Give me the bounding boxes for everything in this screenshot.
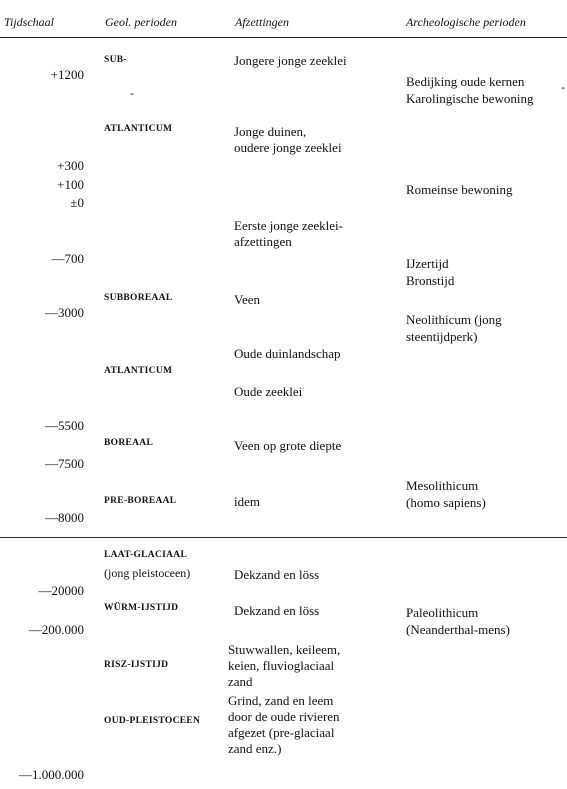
- afzetting: Oude duinlandschap: [234, 346, 341, 361]
- afzetting: Stuwwallen, keileem, keien, fluvioglaciaal zand: [228, 642, 341, 689]
- geol-period: SUB-: [104, 55, 127, 65]
- dash-mark: -: [561, 80, 565, 94]
- tijdschaal-value: —5500: [45, 418, 84, 433]
- geol-period: BOREAAL: [104, 438, 154, 448]
- tijdschaal-value: —3000: [45, 305, 84, 320]
- afzetting: Veen op grote diepte: [234, 438, 342, 453]
- afzetting: Dekzand en löss: [234, 603, 320, 618]
- geol-period: ATLANTICUM: [104, 366, 173, 376]
- tijdschaal-value: —200.000: [28, 622, 84, 637]
- tijdschaal-value: —700: [51, 251, 84, 266]
- tijdschaal-value: —1.000.000: [19, 767, 84, 782]
- afzetting: Eerste jonge zeeklei- afzettingen: [234, 218, 343, 249]
- geol-period: WÜRM-IJSTIJD: [104, 603, 179, 613]
- arch-period: Paleolithicum (Neanderthal-mens): [406, 605, 510, 637]
- afzetting: Jongere jonge zeeklei: [234, 53, 347, 68]
- section-rule: [0, 537, 567, 538]
- header-afzettingen: Afzettingen: [235, 15, 289, 29]
- tijdschaal-value: —20000: [38, 583, 84, 598]
- geol-period: RISZ-IJSTIJD: [104, 660, 169, 670]
- geol-period: ATLANTICUM: [104, 124, 173, 134]
- geol-period: LAAT-GLACIAAL: [104, 550, 188, 560]
- tijdschaal-value: —7500: [45, 456, 84, 471]
- afzetting: Jonge duinen, oudere jonge zeeklei: [234, 124, 342, 155]
- tijdschaal-value: +300: [57, 158, 84, 173]
- afzetting: Dekzand en löss: [234, 567, 320, 582]
- tijdschaal-value: +1200: [50, 67, 84, 82]
- arch-period: Romeinse bewoning: [406, 182, 513, 197]
- geol-period-note: (jong pleistoceen): [104, 566, 191, 580]
- afzetting: idem: [234, 494, 260, 509]
- header-rule: [0, 37, 567, 38]
- tijdschaal-value: +100: [57, 177, 84, 192]
- afzetting: Grind, zand en leem door de oude rivieren afgezet (pre-glaciaal zand enz.): [228, 693, 340, 756]
- header-tijdschaal: Tijdschaal: [4, 15, 55, 29]
- header-geol-perioden: Geol. perioden: [105, 15, 177, 29]
- arch-period: IJzertijd Bronstijd: [406, 256, 455, 288]
- tijdschaal-value: —8000: [45, 510, 84, 525]
- tijdschaal-value: ±0: [70, 195, 84, 210]
- arch-period: Mesolithicum (homo sapiens): [406, 478, 486, 510]
- afzetting: Oude zeeklei: [234, 384, 303, 399]
- arch-period: Neolithicum (jong steentijdperk): [406, 312, 502, 344]
- header-archeologische-perioden: Archeologische perioden: [406, 15, 526, 29]
- dash-mark: -: [130, 86, 134, 100]
- geol-period: PRE-BOREAAL: [104, 496, 177, 506]
- afzetting: Veen: [234, 292, 260, 307]
- geol-period: SUBBOREAAL: [104, 293, 173, 303]
- arch-period: Bedijking oude kernen Karolingische bewoning: [406, 74, 534, 106]
- geol-period: OUD-PLEISTOCEEN: [104, 716, 201, 726]
